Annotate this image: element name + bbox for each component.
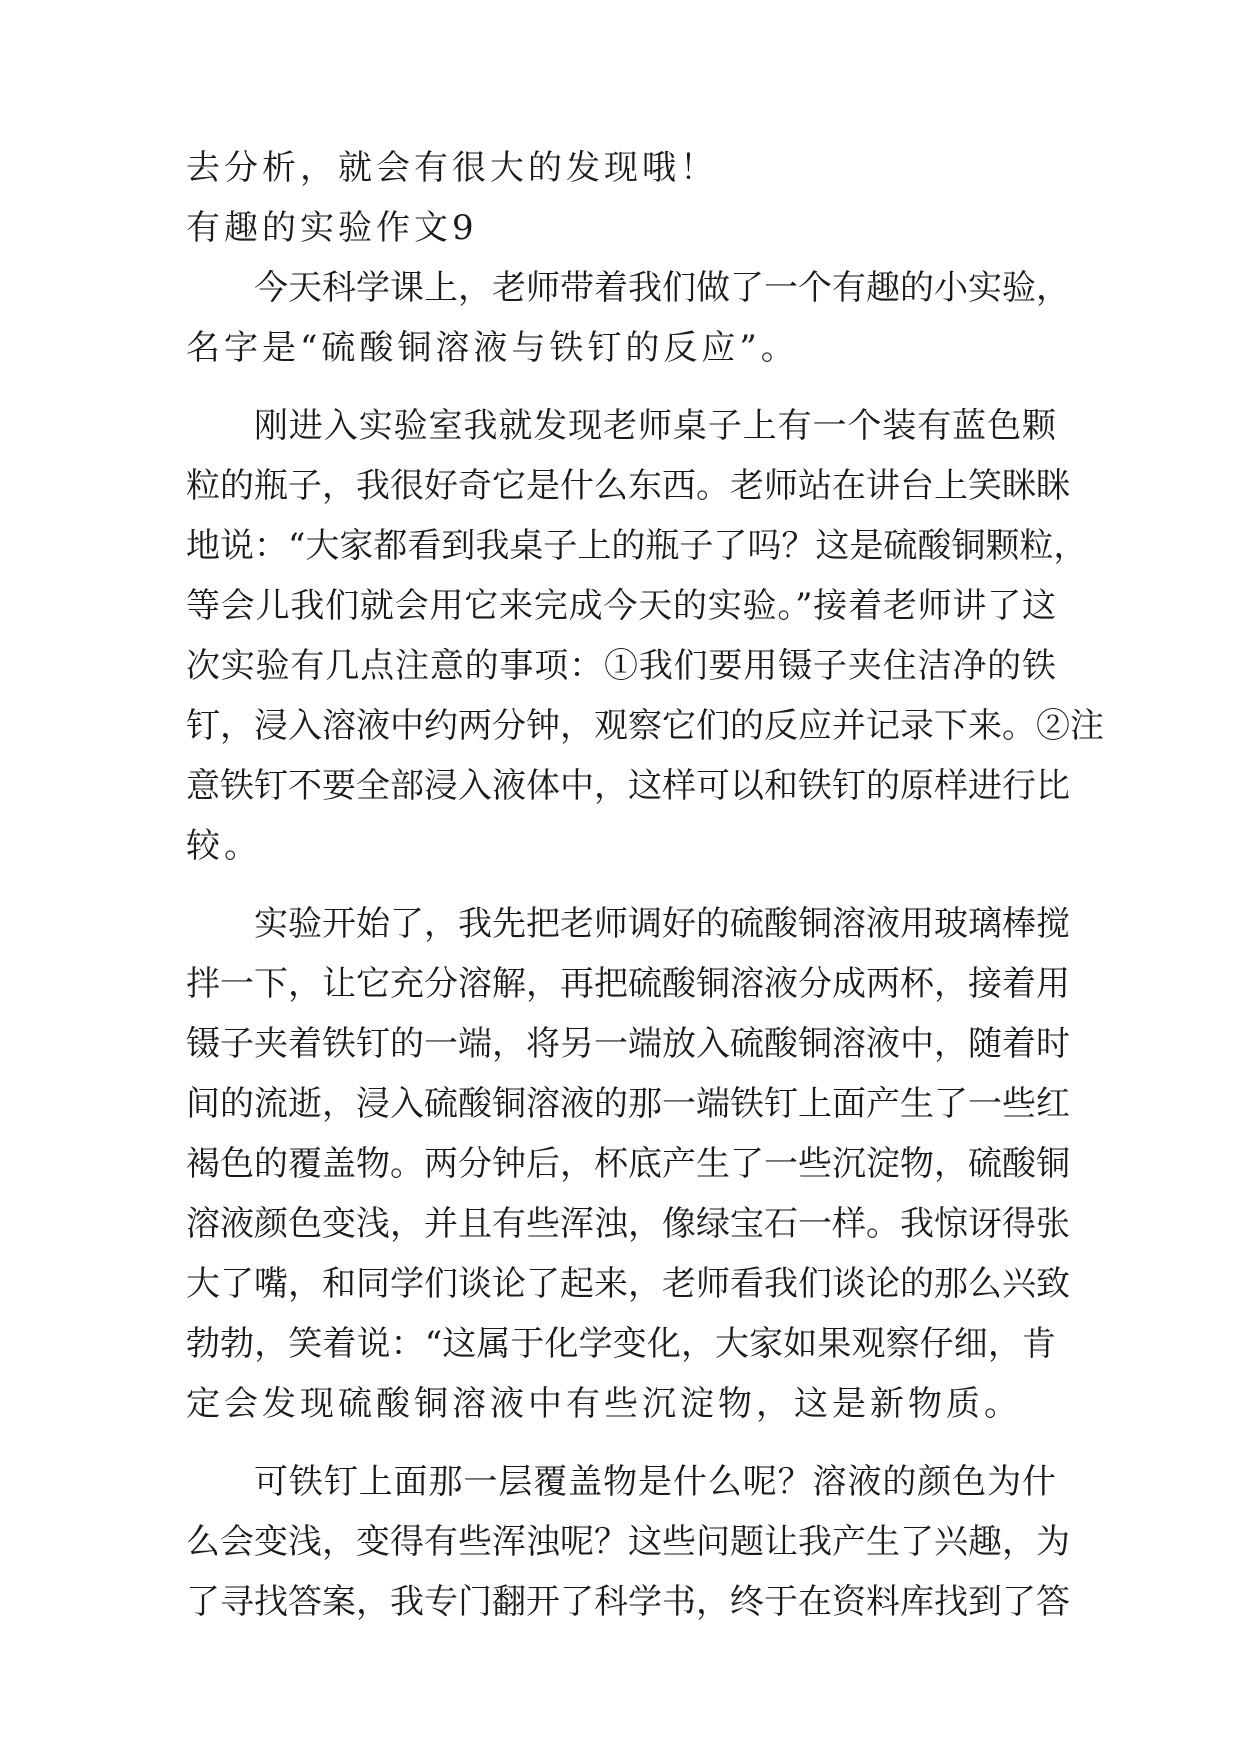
text-line: 钉，浸入溶液中约两分钟，观察它们的反应并记录下来。②注 xyxy=(186,706,1104,746)
text-line: 名字是“硫酸铜溶液与铁钉的反应”。 xyxy=(186,328,799,368)
text-line: 今天科学课上，老师带着我们做了一个有趣的小实验， xyxy=(254,268,1070,308)
text-line: 了寻找答案，我专门翻开了科学书，终于在资料库找到了答 xyxy=(186,1582,1070,1622)
text-line: 可铁钉上面那一层覆盖物是什么呢？溶液的颜色为什 xyxy=(254,1462,1056,1502)
text-line: 间的流逝，浸入硫酸铜溶液的那一端铁钉上面产生了一些红 xyxy=(186,1084,1070,1124)
text-line: 较。 xyxy=(186,826,262,866)
text-line: 刚进入实验室我就发现老师桌子上有一个装有蓝色颗 xyxy=(254,406,1056,446)
text-line: 次实验有几点注意的事项：①我们要用镊子夹住洁净的铁 xyxy=(186,646,1056,686)
text-line: 拌一下，让它充分溶解，再把硫酸铜溶液分成两杯，接着用 xyxy=(186,964,1070,1004)
text-line: 勃勃，笑着说：“这属于化学变化，大家如果观察仔细，肯 xyxy=(186,1324,1056,1364)
text-line: 定会发现硫酸铜溶液中有些沉淀物，这是新物质。 xyxy=(186,1384,1022,1424)
text-line: 粒的瓶子，我很好奇它是什么东西。老师站在讲台上笑眯眯 xyxy=(186,466,1070,506)
text-line: 镊子夹着铁钉的一端，将另一端放入硫酸铜溶液中，随着时 xyxy=(186,1024,1070,1064)
text-line: 实验开始了，我先把老师调好的硫酸铜溶液用玻璃棒搅 xyxy=(254,904,1070,944)
text-line: 地说：“大家都看到我桌子上的瓶子了吗？这是硫酸铜颗粒， xyxy=(186,526,1088,566)
text-line: 等会儿我们就会用它来完成今天的实验。”接着老师讲了这 xyxy=(186,586,1056,626)
text-line: 大了嘴，和同学们谈论了起来，老师看我们谈论的那么兴致 xyxy=(186,1264,1070,1304)
text-line: 意铁钉不要全部浸入液体中，这样可以和铁钉的原样进行比 xyxy=(186,766,1070,806)
text-line: 去分析，就会有很大的发现哦！ xyxy=(186,148,718,188)
text-line: 么会变浅，变得有些浑浊呢？这些问题让我产生了兴趣，为 xyxy=(186,1522,1070,1562)
text-line: 溶液颜色变浅，并且有些浑浊，像绿宝石一样。我惊讶得张 xyxy=(186,1204,1070,1244)
text-line: 褐色的覆盖物。两分钟后，杯底产生了一些沉淀物，硫酸铜 xyxy=(186,1144,1070,1184)
section-heading: 有趣的实验作文9 xyxy=(186,208,478,248)
